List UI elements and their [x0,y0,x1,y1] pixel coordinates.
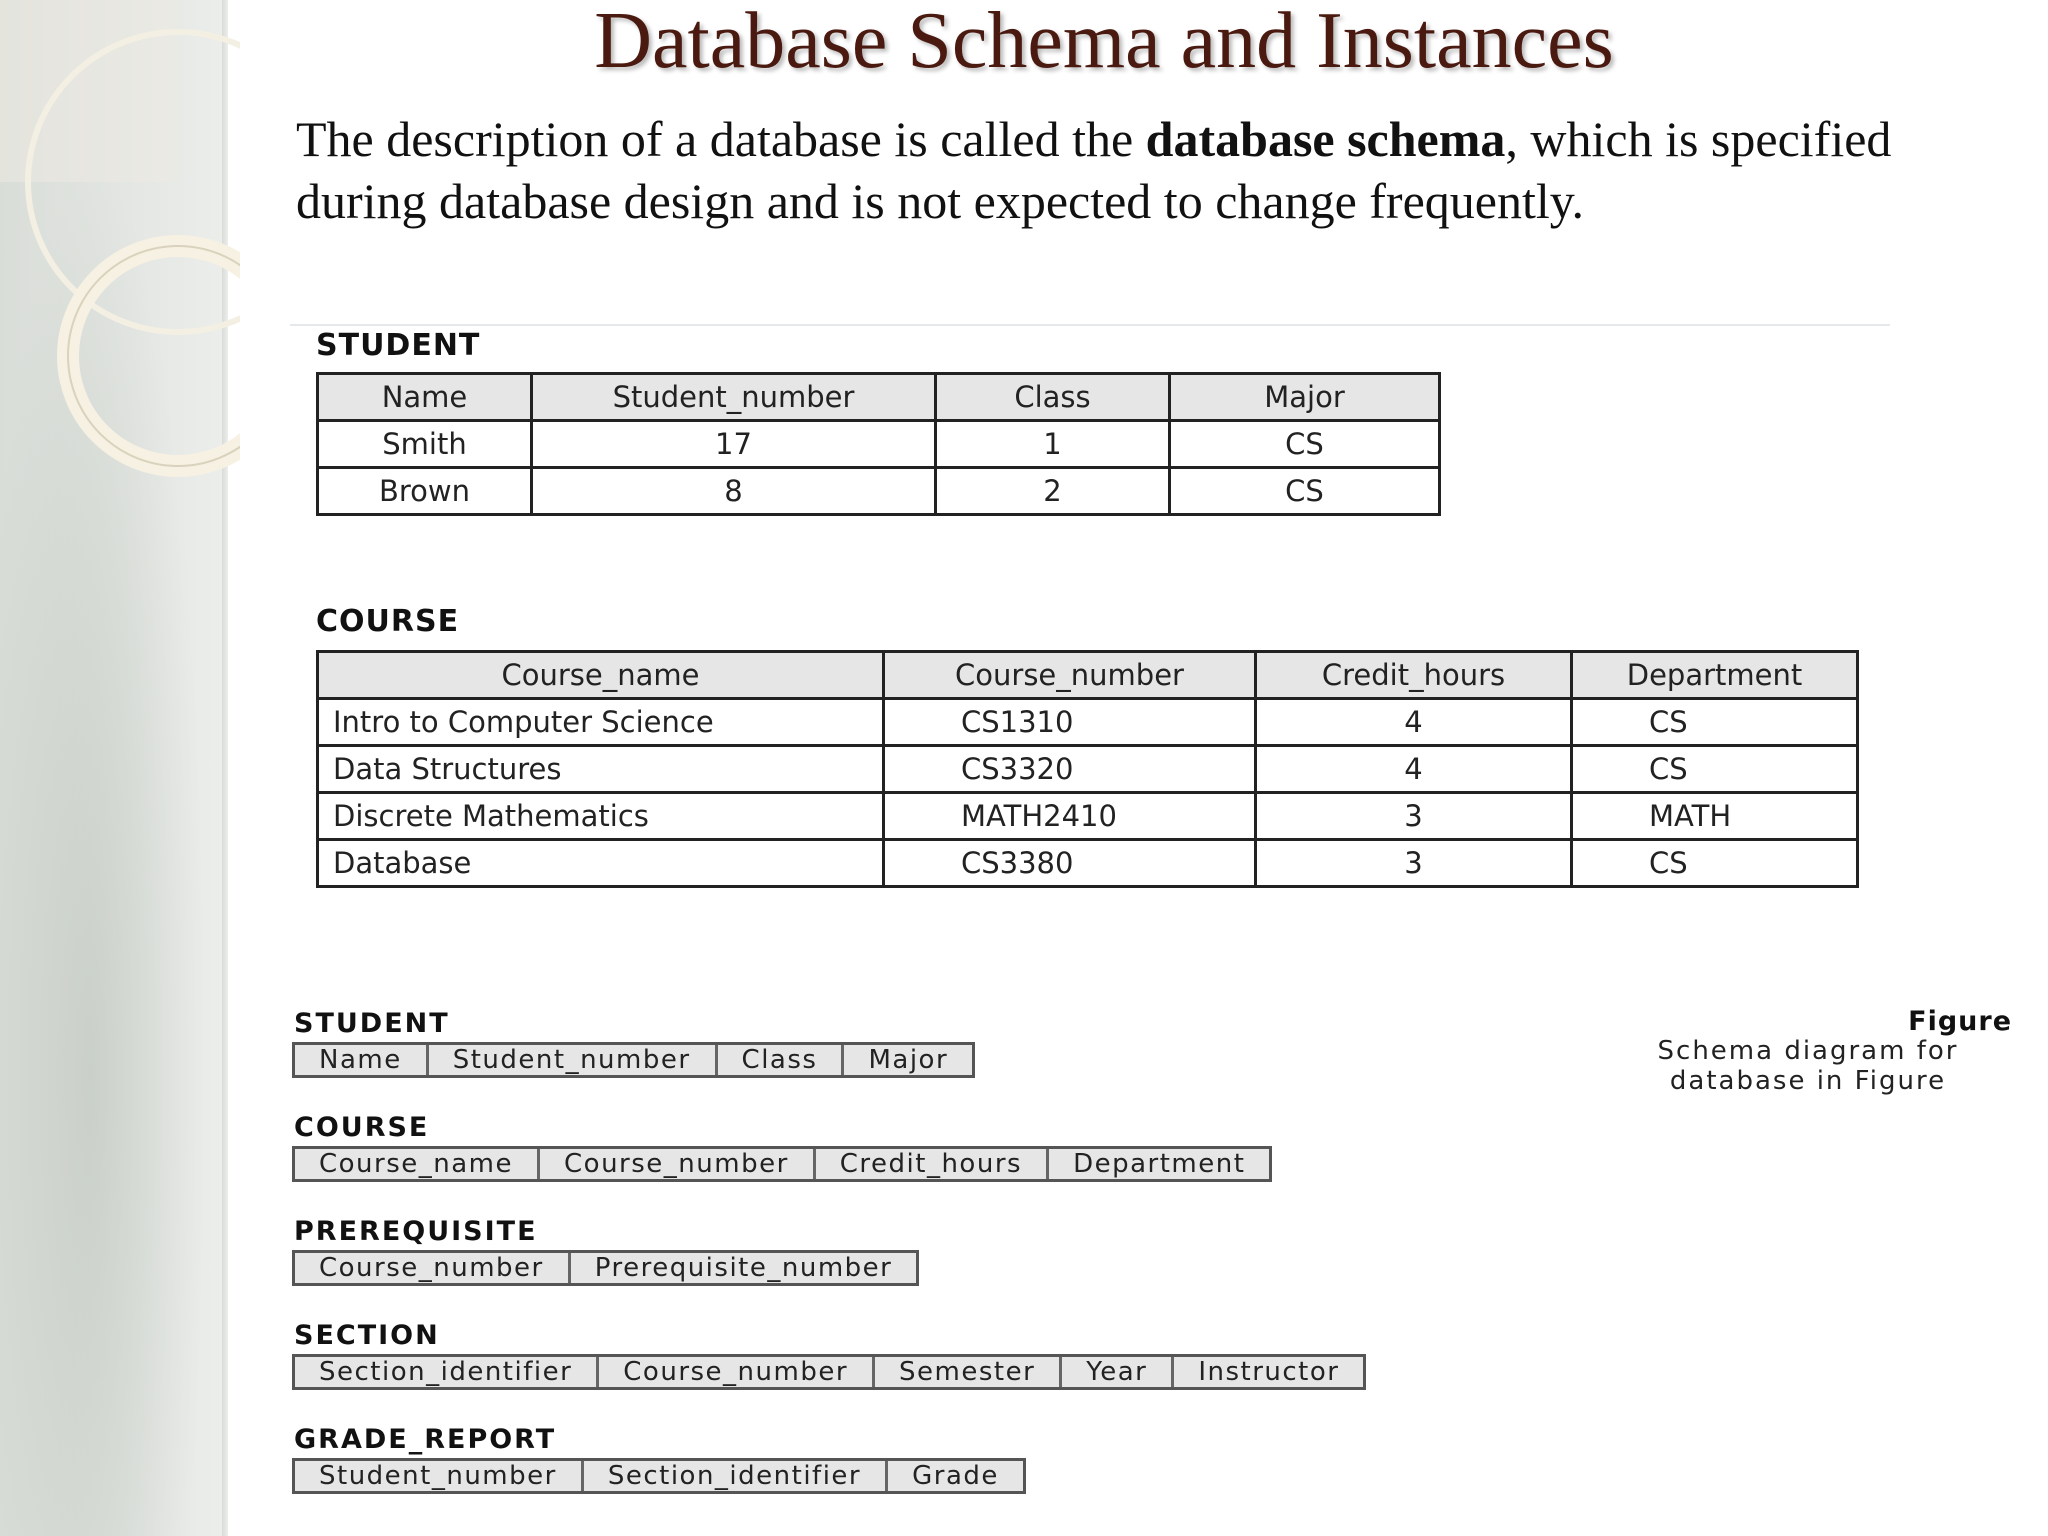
decorative-ring-thick [68,246,240,466]
table-cell: Database [318,840,884,887]
figure-caption-text [1598,1036,2018,1096]
table-cell: CS [1170,421,1440,468]
column-header: Name [318,374,532,421]
schema-row-prerequisite [292,1250,919,1286]
schema-field: Prerequisite_number [594,1253,893,1283]
course-table-label: COURSE [316,604,460,639]
slide-title: Database Schema and Instances [594,0,1614,85]
table-row [318,793,1858,840]
table-cell: Brown [318,468,532,515]
schema-label-student: STUDENT [294,1008,450,1039]
table-cell: Intro to Computer Science [318,699,884,746]
figure-caption-title: Figure [1908,1006,2012,1037]
table-row [318,746,1858,793]
schema-field: Course_number [295,1253,571,1283]
schema-label-prerequisite: PREREQUISITE [294,1216,538,1247]
table-cell: Discrete Mathematics [318,793,884,840]
table-cell: CS [1572,840,1858,887]
schema-field: Course_name [295,1149,540,1179]
schema-label-grade-report: GRADE_REPORT [294,1424,557,1455]
schema-field: Grade [912,1461,999,1491]
column-header: Course_name [318,652,884,699]
schema-field: Year [1062,1357,1174,1387]
schema-field: Credit_hours [816,1149,1049,1179]
table-cell: 1 [936,421,1170,468]
column-header: Major [1170,374,1440,421]
caption-line: database in Figure [1669,1066,1947,1096]
table-cell: MATH [1572,793,1858,840]
table-row [318,468,1440,515]
table-cell: CS3320 [884,746,1256,793]
figure-divider [290,324,1890,326]
schema-label-course: COURSE [294,1112,430,1143]
table-cell: 17 [532,421,936,468]
table-cell: CS3380 [884,840,1256,887]
schema-field: Name [295,1045,429,1075]
table-row [318,840,1858,887]
schema-row-section [292,1354,1366,1390]
schema-field: Student_number [429,1045,718,1075]
column-header: Course_number [884,652,1256,699]
schema-field: Course_number [540,1149,816,1179]
schema-row-course [292,1146,1272,1182]
caption-line: Schema diagram for [1657,1036,1959,1066]
schema-field: Section_identifier [584,1461,888,1491]
table-cell: 4 [1256,699,1572,746]
table-cell: 2 [936,468,1170,515]
intro-paragraph [296,108,1896,232]
column-header: Student_number [532,374,936,421]
schema-field: Semester [875,1357,1062,1387]
table-header-row [318,652,1858,699]
intro-bold-term: database schema [1145,111,1506,167]
schema-field: Department [1073,1149,1246,1179]
table-cell: CS [1170,468,1440,515]
table-cell: Data Structures [318,746,884,793]
table-cell: CS [1572,746,1858,793]
schema-row-student [292,1042,975,1078]
course-instance-table [316,650,1859,888]
table-cell: 4 [1256,746,1572,793]
column-header: Class [936,374,1170,421]
column-header: Department [1572,652,1858,699]
table-row [318,421,1440,468]
table-cell: Smith [318,421,532,468]
schema-field: Class [718,1045,845,1075]
table-cell: CS1310 [884,699,1256,746]
schema-field: Section_identifier [295,1357,599,1387]
intro-text-end: , which is specified during database design and is not expected to change frequently. [296,111,1892,229]
table-cell: 3 [1256,840,1572,887]
intro-text-start: The description of a database is called the [296,111,1146,167]
schema-field: Student_number [295,1461,584,1491]
schema-row-grade-report [292,1458,1026,1494]
table-cell: MATH2410 [884,793,1256,840]
table-cell: 8 [532,468,936,515]
student-table-label: STUDENT [316,328,481,363]
table-header-row [318,374,1440,421]
column-header: Credit_hours [1256,652,1572,699]
schema-field: Major [868,1045,949,1075]
table-row [318,699,1858,746]
schema-label-section: SECTION [294,1320,440,1351]
schema-field: Course_number [599,1357,875,1387]
table-cell: CS [1572,699,1858,746]
table-cell: 3 [1256,793,1572,840]
schema-field: Instructor [1198,1357,1340,1387]
student-instance-table [316,372,1441,516]
